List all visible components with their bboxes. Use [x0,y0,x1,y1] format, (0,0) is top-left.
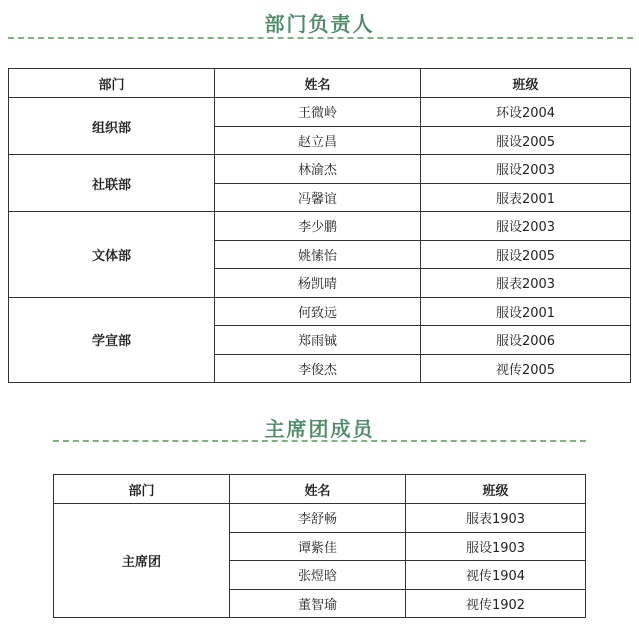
member-name: 谭紫佳 [230,532,406,561]
member-class: 服表2003 [421,269,631,298]
member-name: 李舒畅 [230,504,406,533]
department-cell: 主席团 [54,504,230,618]
section-title-department-heads: 部门负责人 [264,12,375,36]
table-header-row [9,69,631,98]
member-class: 视传1902 [406,589,586,618]
member-name: 王微岭 [215,98,421,127]
table-row [9,297,631,326]
table-row [9,155,631,184]
section-divider [53,440,586,442]
member-class: 服设2003 [421,155,631,184]
member-name: 李俊杰 [215,354,421,383]
section-title-presidium: 主席团成员 [264,417,375,441]
member-class: 服设2005 [421,126,631,155]
department-cell: 文体部 [9,212,215,298]
member-class: 服设2003 [421,212,631,241]
member-name: 姚愫怡 [215,240,421,269]
table-row [9,98,631,127]
member-class: 服设2005 [421,240,631,269]
member-name: 董智瑜 [230,589,406,618]
member-class: 服设1903 [406,532,586,561]
member-name: 冯馨谊 [215,183,421,212]
department-heads-table [8,68,631,383]
member-class: 视传2005 [421,354,631,383]
header-name: 姓名 [230,475,406,504]
member-name: 何致远 [215,297,421,326]
member-class: 服表2001 [421,183,631,212]
table-row [9,212,631,241]
section-divider [8,37,633,39]
department-cell: 社联部 [9,155,215,212]
department-cell: 学宣部 [9,297,215,383]
member-class: 服设2001 [421,297,631,326]
department-cell: 组织部 [9,98,215,155]
member-name: 李少鹏 [215,212,421,241]
member-class: 视传1904 [406,561,586,590]
member-name: 林渝杰 [215,155,421,184]
member-class: 服设2006 [421,326,631,355]
table-header-row [54,475,586,504]
header-class: 班级 [421,69,631,98]
header-class: 班级 [406,475,586,504]
header-department: 部门 [54,475,230,504]
table-row [54,504,586,533]
member-name: 杨凯晴 [215,269,421,298]
presidium-table [53,474,586,618]
member-name: 郑雨铖 [215,326,421,355]
member-name: 张煜晗 [230,561,406,590]
header-department: 部门 [9,69,215,98]
member-class: 服表1903 [406,504,586,533]
member-name: 赵立昌 [215,126,421,155]
header-name: 姓名 [215,69,421,98]
member-class: 环设2004 [421,98,631,127]
